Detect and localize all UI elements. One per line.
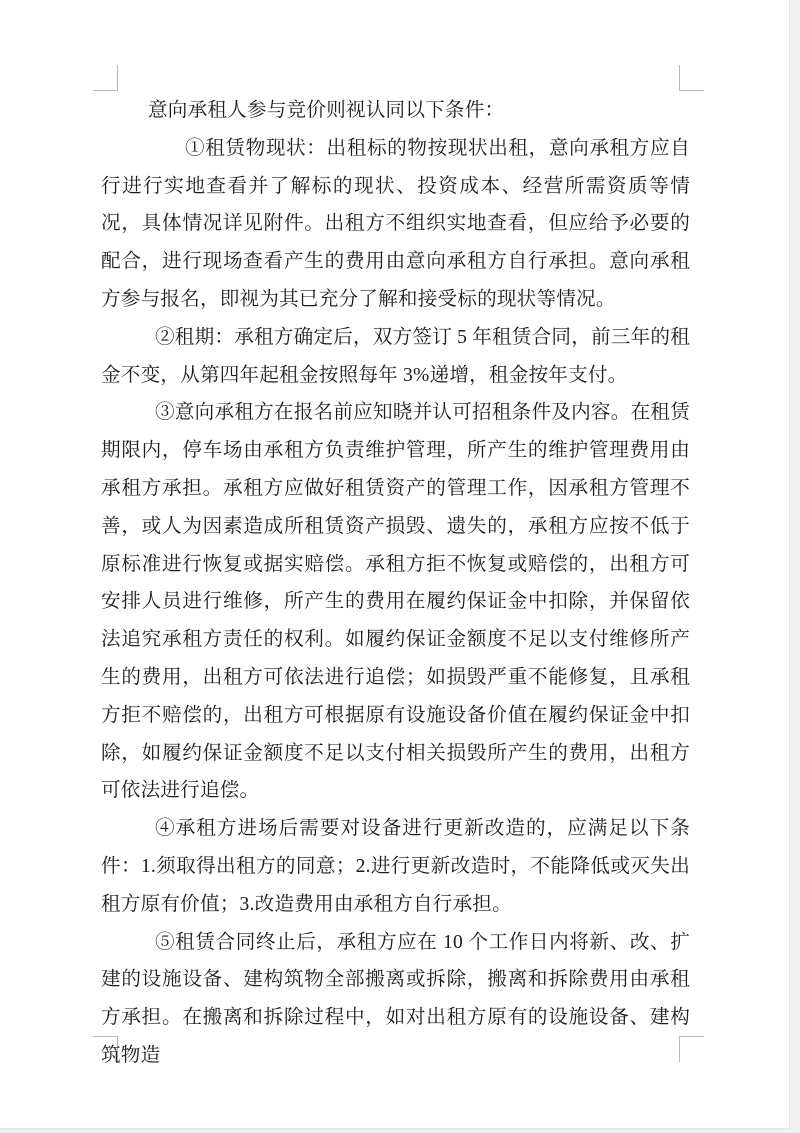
margin-crop-mark-top-right xyxy=(679,65,704,91)
paragraph-item-3: ③意向承租方在报名前应知晓并认可招租条件及内容。在租赁期限内，停车场由承租方负责维护管理，所产生的维护管理费用由承租方承担。承租方应做好租赁资产的管理工作，因承租方管理不善，或人为因素造成所租赁资产损毁、遗失的，承租方应按不低于原标准进行恢复或据实赔偿。承租方拒不恢复或赔偿的，出租方可安排人员进行维修，所产生的费用在履约保证金中扣除，并保留依法追究承租方责任的权利。如履约保证金额度不足以支付维修所产生的费用，出租方可依法进行追偿；如损毁严重不能修复，且承租方拒不赔偿的，出租方可根据原有设施设备价值在履约保证金中扣除，如履约保证金额度不足以支付相关损毁所产生的费用，出租方可依法进行追偿。 xyxy=(101,402,690,802)
document-body xyxy=(101,92,690,1075)
margin-crop-mark-top-left xyxy=(93,65,118,91)
paragraph-intro: 意向承租人参与竞价则视认同以下条件： xyxy=(148,100,505,121)
paragraph-item-2: ②租期：承租方确定后，双方签订 5 年租赁合同，前三年的租金不变，从第四年起租金按照每年 3%递增，租金按年支付。 xyxy=(101,326,690,386)
paragraph-item-1: ①租赁物现状：出租标的物按现状出租，意向承租方应自行进行实地查看并了解标的现状、投资成本、经营所需资质等情况，具体情况详见附件。出租方不组织实地查看，但应给予必要的配合，进行现场查看产生的费用由意向承租方自行承担。意向承租方参与报名，即视为其已充分了解和接受标的现状等情况。 xyxy=(101,137,690,310)
paragraph-item-4: ④承租方进场后需要对设备进行更新改造的，应满足以下条件：1.须取得出租方的同意；2.进行更新改造时，不能降低或灭失出租方原有价值；3.改造费用由承租方自行承担。 xyxy=(101,818,690,915)
paragraph-item-5: ⑤租赁合同终止后，承租方应在 10 个工作日内将新、改、扩建的设施设备、建构筑物全部搬离或拆除，搬离和拆除费用由承租方承担。在搬离和拆除过程中，如对出租方原有的设施设备、建构筑物造 xyxy=(101,931,690,1066)
